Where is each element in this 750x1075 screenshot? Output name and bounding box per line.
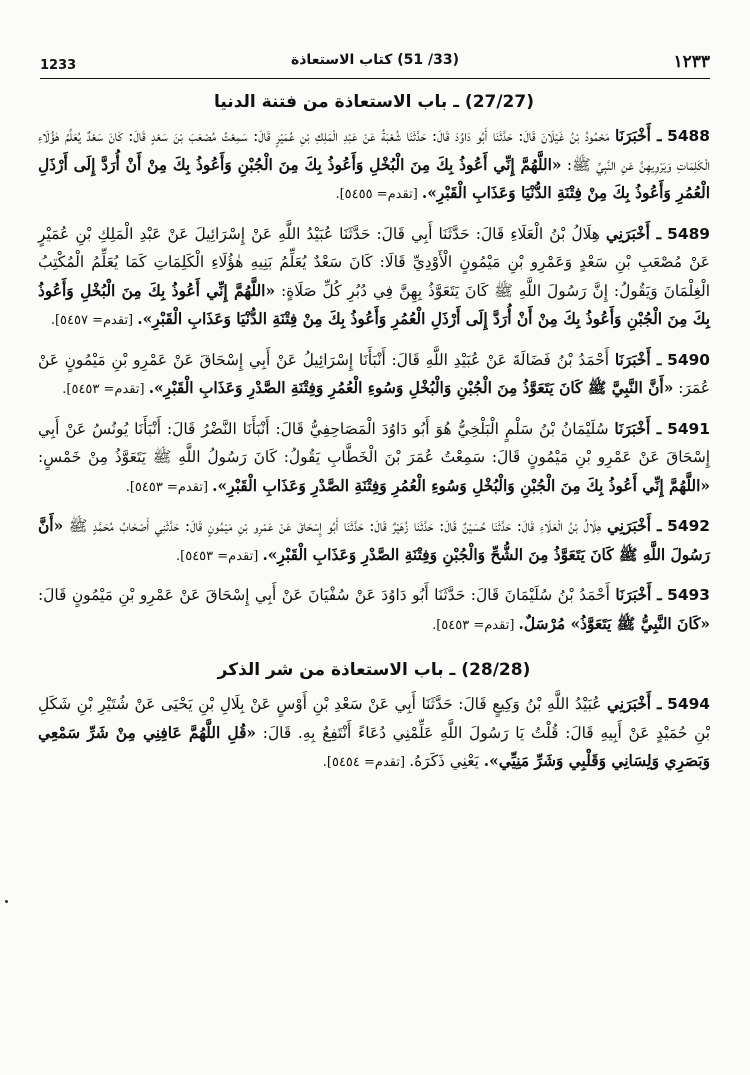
hadith-matn: «أَنَّ رَسُولَ اللَّهِ ﷺ كَانَ يَتَعَوَّذُ مِنَ الشُّحِّ وَالْجُبْنِ وَفِتْنَةِ الصَّدْرِ وَعَذَابِ الْقَبْرِ». bbox=[38, 517, 710, 564]
hadith-ref: [تقدم= ٥٤٥٧]. bbox=[50, 313, 138, 328]
hadith-isnad: هِلَالُ بْنُ الْعَلَاءِ قَالَ: حَدَّثَنَا حُسَيْنٌ قَالَ: حَدَّثَنَا زُهَيْرٌ قَالَ: حَدَّثَنَا أَبُو إِسْحَاقَ عَنْ عَمْرِو بْنِ مَيْمُونٍ قَالَ: حَدَّثَنِي أَصْحَابُ مُحَمَّدٍ ﷺ bbox=[63, 517, 607, 535]
hadith-matn: «اللَّهُمَّ إِنِّي أَعُوذُ بِكَ مِنَ الْبُخْلِ وَأَعُوذُ بِكَ مِنَ الْجُبْنِ وَأَعُوذُ بِكَ مِنْ أَنْ أُرَدَّ إِلَى أَرْذَلِ الْعُمُرِ وَأَعُوذُ بِكَ مِنْ فِتْنَةِ الدُّنْيَا وَعَذَابِ الْقَبْرِ». bbox=[38, 155, 710, 202]
hadith-5489 bbox=[38, 220, 710, 336]
hadith-5494 bbox=[38, 690, 710, 778]
hadith-intro: ـ أَخْبَرَنِي bbox=[606, 695, 662, 713]
hadith-ref: [تقدم= ٥٤٥٤]. bbox=[322, 755, 410, 770]
hadith-isnad: عُبَيْدُ اللَّهِ بْنُ وَكِيعٍ قَالَ: حَدَّثَنَا أَبِي عَنْ سَعْدِ بْنِ أَوْسٍ عَنْ بِلَالِ بْنِ يَحْيَى عَنْ شُتَيْرِ بْنِ شَكَلِ بْنِ حُمَيْدٍ عَنْ أَبِيهِ قَالَ: قُلْتُ يَا رَسُولَ اللَّهِ عَلِّمْنِي دُعَاءً أَنْتَفِعُ بِهِ. قَالَ: bbox=[38, 695, 710, 742]
section-title: (28/28) ـ باب الاستعاذة من شر الذكر bbox=[217, 660, 531, 680]
hadith-ref: [تقدم= ٥٤٥٣]. bbox=[125, 479, 213, 495]
page-header bbox=[40, 48, 710, 79]
hadith-isnad: سُلَيْمَانُ بْنُ سَلْمٍ الْبَلْخِيُّ هُوَ أَبُو دَاوُدَ الْمَصَاحِفِيُّ قَالَ: أَنْبَأَنَا النَّضْرُ قَالَ: أَنْبَأَنَا يُونُسُ عَنْ أَبِي إِسْحَاقَ عَنْ عَمْرِو بْنِ مَيْمُونٍ قَالَ: سَمِعْتُ عُمَرَ بْنَ الْخَطَّابِ يَقُولُ: كَانَ رَسُولُ اللَّهِ ﷺ يَتَعَوَّذُ مِنْ خَمْسٍ: bbox=[38, 419, 710, 466]
hadith-5491 bbox=[38, 415, 710, 503]
page-number-arabic: ١٢٣٣ bbox=[673, 52, 710, 72]
hadith-tail: يَعْنِي ذَكَرَهُ. bbox=[409, 752, 484, 770]
hadith-matn: «كَانَ النَّبِيُّ ﷺ يَتَعَوَّذُ» مُرْسَلٌ. bbox=[518, 614, 710, 633]
page-content bbox=[38, 88, 710, 788]
hadith-intro: ـ أَخْبَرَنَا bbox=[614, 350, 662, 369]
scan-speck bbox=[5, 900, 8, 903]
hadith-isnad: أَحْمَدُ بْنُ فَضَالَةَ عَنْ عُبَيْدِ اللَّهِ قَالَ: أَنْبَأَنَا إِسْرَائِيلُ عَنْ أَبِي إِسْحَاقَ عَنْ عَمْرِو بْنِ مَيْمُونٍ عَنْ عُمَرَ: bbox=[38, 350, 710, 397]
hadith-5488 bbox=[38, 122, 710, 210]
hadith-number: 5493 bbox=[667, 586, 710, 604]
hadith-5490 bbox=[38, 346, 710, 405]
hadith-isnad: هِلَالُ بْنُ الْعَلَاءِ قَالَ: حَدَّثَنَا أَبِي قَالَ: حَدَّثَنَا عُبَيْدُ اللَّهِ عَنْ إِسْرَائِيلَ عَنْ عَبْدِ الْمَلِكِ بْنِ عُمَيْرٍ عَنْ مُصْعَبِ بْنِ سَعْدٍ وَعَمْرِو بْنِ مَيْمُونٍ الْأَوْدِيِّ قَالَا: كَانَ سَعْدٌ يُعَلِّمُ بَنِيهِ هٰؤُلَاءِ الْكَلِمَاتِ كَمَا يُعَلِّمُ الْمُكْتِبُ الْغِلْمَانَ وَيَقُولُ: إِنَّ رَسُولَ اللَّهِ ﷺ كَانَ يَتَعَوَّذُ بِهِنَّ فِي دُبُرِ كُلِّ صَلَاةٍ: bbox=[38, 224, 710, 300]
section-title: (27/27) ـ باب الاستعاذة من فتنة الدنيا bbox=[213, 92, 534, 112]
hadith-isnad: أَحْمَدُ بْنُ سُلَيْمَانَ قَالَ: حَدَّثَنَا أَبُو دَاوُدَ عَنْ سُفْيَانَ عَنْ أَبِي إِسْحَاقَ عَنْ عَمْرِو بْنِ مَيْمُونٍ قَالَ: bbox=[38, 586, 616, 604]
hadith-intro: ـ أَخْبَرَنَا bbox=[615, 586, 662, 604]
page-number-latin: 1233 bbox=[40, 58, 77, 73]
hadith-intro: ـ أَخْبَرَنَا bbox=[614, 419, 662, 438]
hadith-intro: ـ أَخْبَرَنِي bbox=[606, 517, 662, 535]
hadith-5493 bbox=[38, 581, 710, 640]
hadith-intro: ـ أَخْبَرَنَا bbox=[615, 127, 662, 145]
hadith-matn: «اللَّهُمَّ إِنِّي أَعُوذُ بِكَ مِنَ الْبُخْلِ وَأَعُوذُ بِكَ مِنَ الْجُبْنِ وَأَعُوذُ بِكَ مِنْ أَنْ أُرَدَّ إِلَى أَرْذَلِ الْعُمُرِ وَأَعُوذُ بِكَ مِنْ فِتْنَةِ الدُّنْيَا وَعَذَابِ الْقَبْرِ». bbox=[38, 281, 710, 328]
hadith-number: 5488 bbox=[667, 127, 710, 145]
hadith-ref: [تقدم= ٥٤٥٥]. bbox=[335, 187, 422, 202]
hadith-ref: [تقدم= ٥٤٥٣]. bbox=[176, 548, 263, 564]
hadith-matn: «اللَّهُمَّ إِنِّي أَعُوذُ بِكَ مِنَ الْجُبْنِ وَالْبُخْلِ وَسُوءِ الْعُمُرِ وَفِتْنَةِ الصَّدْرِ وَعَذَابِ الْقَبْرِ». bbox=[212, 476, 710, 495]
hadith-number: 5494 bbox=[667, 695, 710, 713]
hadith-number: 5492 bbox=[667, 517, 710, 535]
hadith-number: 5491 bbox=[667, 419, 710, 438]
running-title: (33/ 51) كتاب الاستعاذة bbox=[290, 52, 460, 68]
hadith-isnad: مَحْمُودُ بْنُ غَيْلَانَ قَالَ: حَدَّثَنَا أَبُو دَاوُدَ قَالَ: حَدَّثَنَا شُعْبَةُ عَنْ عَبْدِ الْمَلِكِ بْنِ عُمَيْرٍ قَالَ: سَمِعْتُ مُصْعَبَ بْنَ سَعْدٍ قَالَ: كَانَ سَعْدٌ يُعَلِّمُ هٰؤُلَاءِ الْكَلِمَاتِ وَيَرْوِيهِنَّ عَنِ النَّبِيِّ ﷺ: bbox=[38, 127, 710, 174]
hadith-matn: «أَنَّ النَّبِيَّ ﷺ كَانَ يَتَعَوَّذُ مِنَ الْجُبْنِ وَالْبُخْلِ وَسُوءِ الْعُمُرِ وَفِتْنَةِ الصَّدْرِ وَعَذَابِ الْقَبْرِ». bbox=[148, 379, 674, 397]
hadith-matn: «قُلِ اللَّهُمَّ عَافِنِي مِنْ شَرِّ سَمْعِي وَبَصَرِي وَلِسَانِي وَقَلْبِي وَشَرِّ مَنِيِّي». bbox=[38, 723, 710, 770]
hadith-ref: [تقدم= ٥٤٥٣]. bbox=[62, 382, 149, 397]
hadith-5492 bbox=[38, 512, 710, 571]
spacer bbox=[38, 650, 710, 656]
hadith-ref: [تقدم= ٥٤٥٣]. bbox=[432, 617, 519, 633]
hadith-intro: ـ أَخْبَرَنِي bbox=[605, 224, 662, 243]
hadith-number: 5490 bbox=[667, 350, 710, 369]
hadith-number: 5489 bbox=[667, 224, 710, 243]
